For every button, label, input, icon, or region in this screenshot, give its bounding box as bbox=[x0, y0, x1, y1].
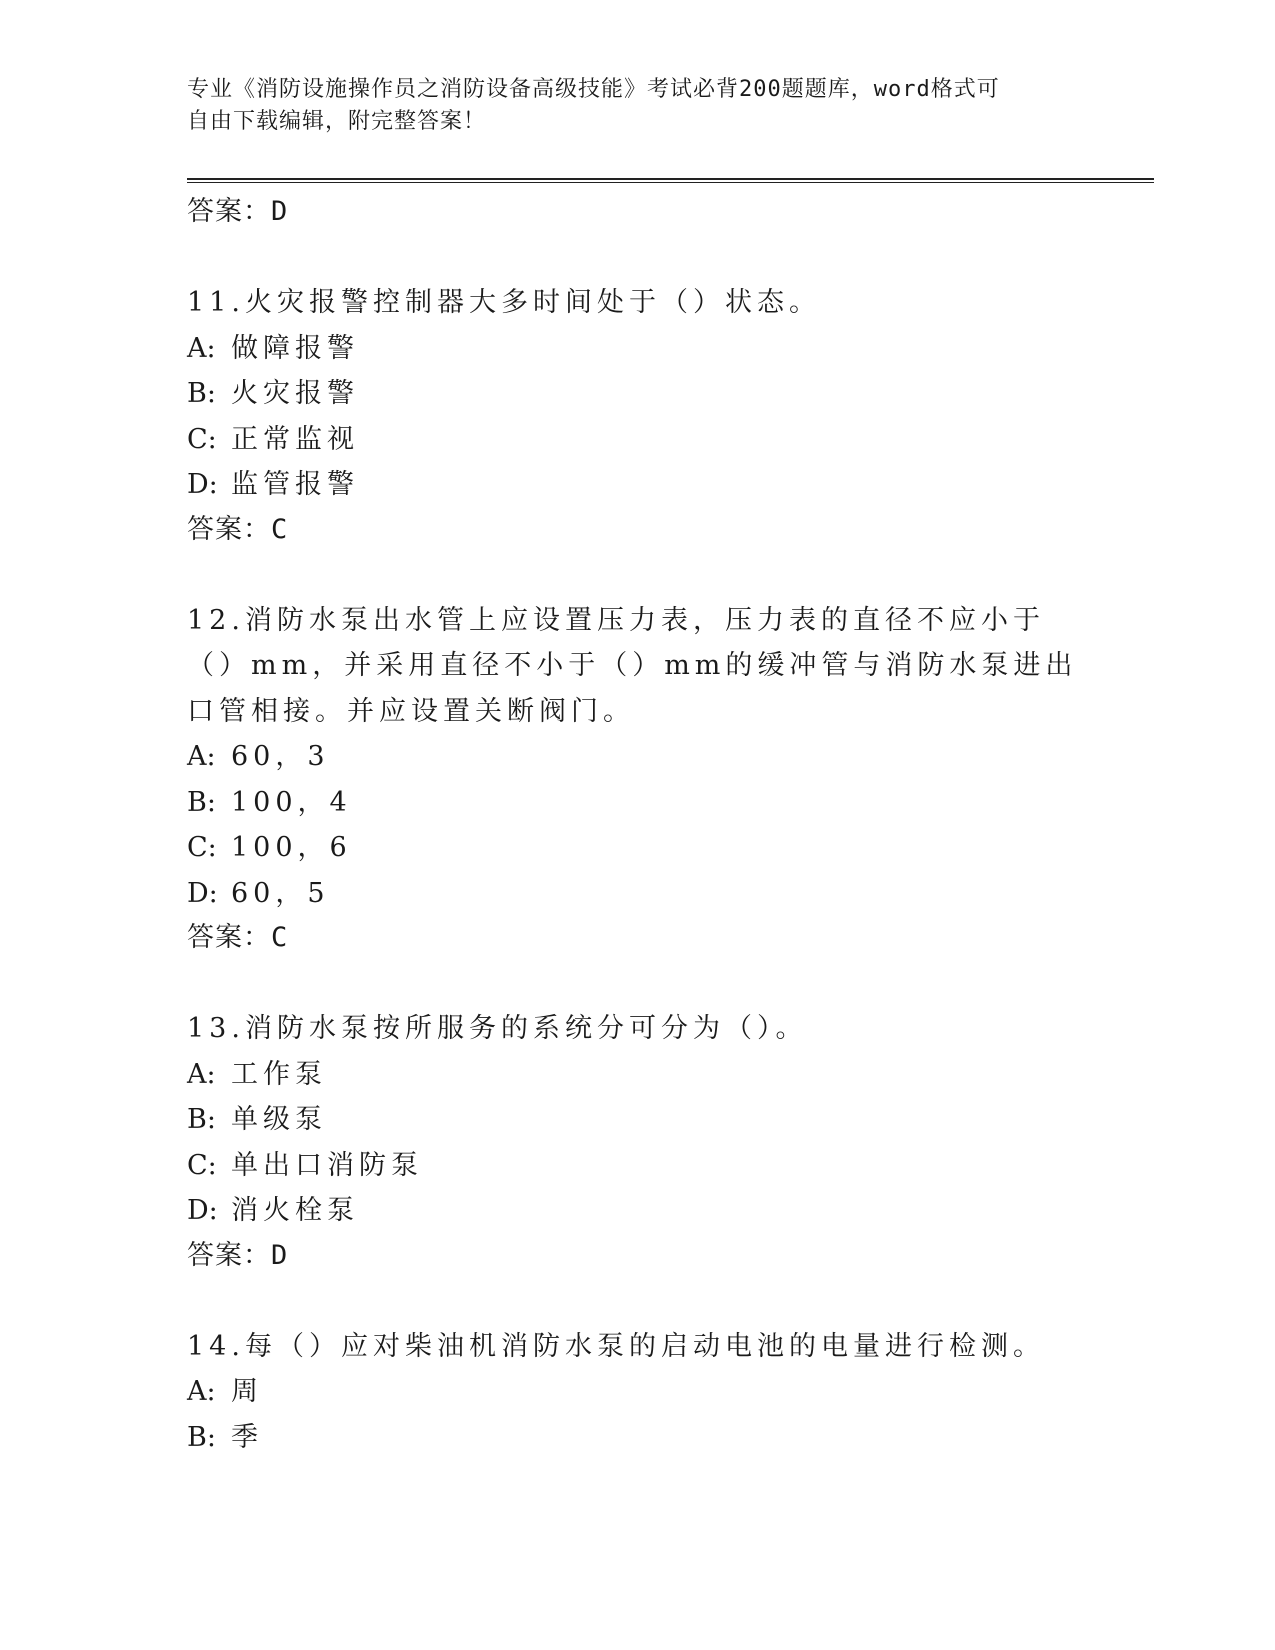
question-stem: 14.每（）应对柴油机消防水泵的启动电池的电量进行检测。 bbox=[187, 1330, 1045, 1362]
answer-line: 答案：D bbox=[187, 1239, 289, 1271]
question-block bbox=[187, 280, 1087, 552]
question-block bbox=[187, 598, 1087, 961]
question-stem: 13.消防水泵按所服务的系统分可分为（）。 bbox=[187, 1013, 808, 1044]
option-b bbox=[187, 371, 1087, 417]
option-text: 正常监视 bbox=[231, 423, 359, 455]
option-text: 100，4 bbox=[231, 786, 352, 818]
option-text: 工作泵 bbox=[231, 1058, 327, 1090]
option-text: 做障报警 bbox=[231, 332, 359, 364]
header-line-2: 自由下载编辑，附完整答案！ bbox=[187, 109, 487, 134]
option-c bbox=[187, 825, 1087, 871]
option-d bbox=[187, 1188, 1087, 1234]
option-key: B: bbox=[187, 786, 216, 818]
question-stem: 12.消防水泵出水管上应设置压力表，压力表的直径不应小于（）mm，并采用直径不小于（）mm的缓冲管与消防水泵进出口管相接。并应设置关断阀门。 bbox=[187, 604, 1078, 727]
option-text: 季 bbox=[231, 1421, 263, 1453]
option-key: D: bbox=[187, 469, 218, 500]
document-header bbox=[187, 74, 1087, 138]
answer-line: 答案：C bbox=[187, 922, 289, 953]
header-rule-thin bbox=[187, 182, 1154, 183]
answer-line: 答案：C bbox=[187, 513, 289, 545]
option-d bbox=[187, 871, 1087, 917]
question-stem: 11.火灾报警控制器大多时间处于（）状态。 bbox=[187, 287, 821, 318]
option-key: A: bbox=[187, 1376, 216, 1407]
option-c bbox=[187, 417, 1087, 463]
answer-line: 答案：D bbox=[187, 196, 289, 227]
option-key: C: bbox=[187, 832, 217, 863]
option-text: 100，6 bbox=[231, 832, 352, 863]
option-key: A: bbox=[187, 741, 216, 772]
option-b bbox=[187, 1097, 1087, 1143]
option-text: 消火栓泵 bbox=[231, 1195, 359, 1226]
question-list bbox=[187, 190, 1087, 1460]
option-text: 单级泵 bbox=[231, 1104, 327, 1135]
option-a bbox=[187, 1369, 1087, 1415]
option-text: 60，3 bbox=[231, 741, 330, 772]
option-key: A: bbox=[187, 332, 216, 364]
option-key: B: bbox=[187, 378, 216, 409]
question-block bbox=[187, 1006, 1087, 1278]
option-a bbox=[187, 1052, 1087, 1098]
option-key: B: bbox=[187, 1421, 216, 1453]
header-line-1: 专业《消防设施操作员之消防设备高级技能》考试必背200题题库，word格式可 bbox=[187, 77, 1000, 102]
option-a bbox=[187, 734, 1087, 780]
option-text: 周 bbox=[231, 1376, 263, 1407]
option-key: D: bbox=[187, 877, 218, 909]
option-text: 火灾报警 bbox=[231, 378, 359, 409]
option-b bbox=[187, 780, 1087, 826]
option-b bbox=[187, 1415, 1087, 1461]
option-text: 60，5 bbox=[231, 877, 330, 909]
header-rule-thick bbox=[187, 178, 1154, 180]
option-d bbox=[187, 462, 1087, 508]
option-key: C: bbox=[187, 423, 217, 455]
option-key: C: bbox=[187, 1149, 217, 1181]
option-c bbox=[187, 1143, 1087, 1189]
option-text: 单出口消防泵 bbox=[231, 1149, 423, 1181]
option-key: D: bbox=[187, 1195, 218, 1226]
option-key: B: bbox=[187, 1104, 216, 1135]
option-key: A: bbox=[187, 1058, 216, 1090]
option-text: 监管报警 bbox=[231, 469, 359, 500]
option-a bbox=[187, 326, 1087, 372]
question-block bbox=[187, 1324, 1087, 1461]
